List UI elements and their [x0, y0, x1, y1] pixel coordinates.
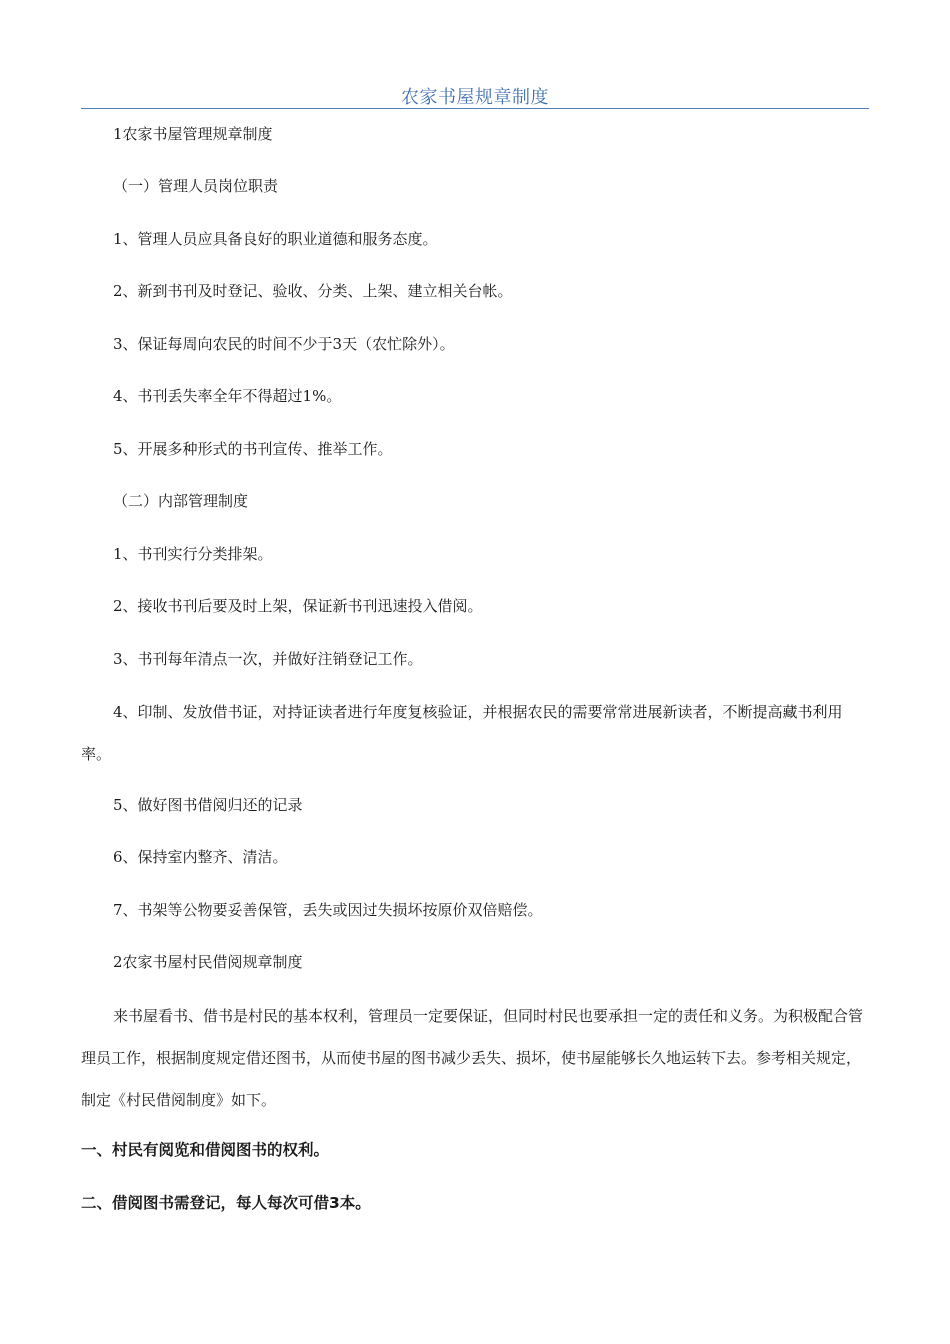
paragraph: 4、书刊丢失率全年不得超过1%。 [113, 387, 342, 405]
subsection-heading-1: （一）管理人员岗位职责 [113, 177, 279, 195]
paragraph: 4、印制、发放借书证，对持证读者进行年度复核验证，并根据农民的需要常常进展新读者，不断提高藏书利用率。 [81, 703, 843, 763]
paragraph: 6、保持室内整齐、清洁。 [113, 848, 288, 866]
page-header [81, 80, 869, 109]
paragraph: 2、接收书刊后要及时上架，保证新书刊迅速投入借阅。 [113, 597, 483, 615]
bold-rule: 一、村民有阅览和借阅图书的权利。 [81, 1141, 330, 1159]
paragraph: 3、保证每周向农民的时间不少于3天（农忙除外）。 [113, 335, 455, 353]
page-title: 农家书屋规章制度 [401, 87, 549, 108]
paragraph: 1、管理人员应具备良好的职业道德和服务态度。 [113, 230, 438, 248]
section-heading-2: 2农家书屋村民借阅规章制度 [113, 953, 303, 971]
paragraph: 5、做好图书借阅归还的记录 [113, 796, 303, 814]
bold-rule: 二、借阅图书需登记，每人每次可借3本。 [81, 1194, 371, 1212]
paragraph: 3、书刊每年清点一次，并做好注销登记工作。 [113, 650, 423, 668]
paragraph: 1、书刊实行分类排架。 [113, 545, 273, 563]
paragraph: 2、新到书刊及时登记、验收、分类、上架、建立相关台帐。 [113, 282, 513, 300]
paragraph: 7、书架等公物要妥善保管，丢失或因过失损坏按原价双倍赔偿。 [113, 901, 543, 919]
paragraph: 5、开展多种形式的书刊宣传、推举工作。 [113, 440, 393, 458]
section-heading-1: 1农家书屋管理规章制度 [113, 125, 273, 143]
paragraph: 来书屋看书、借书是村民的基本权利，管理员一定要保证，但同时村民也要承担一定的责任和义务。为积极配合管理员工作，根据制度规定借还图书，从而使书屋的图书减少丢失、损坏，使书屋能够长久地运转下去。参考相关规定，制定《村民借阅制度》如下。 [81, 1007, 864, 1109]
subsection-heading-2: （二）内部管理制度 [113, 492, 249, 510]
